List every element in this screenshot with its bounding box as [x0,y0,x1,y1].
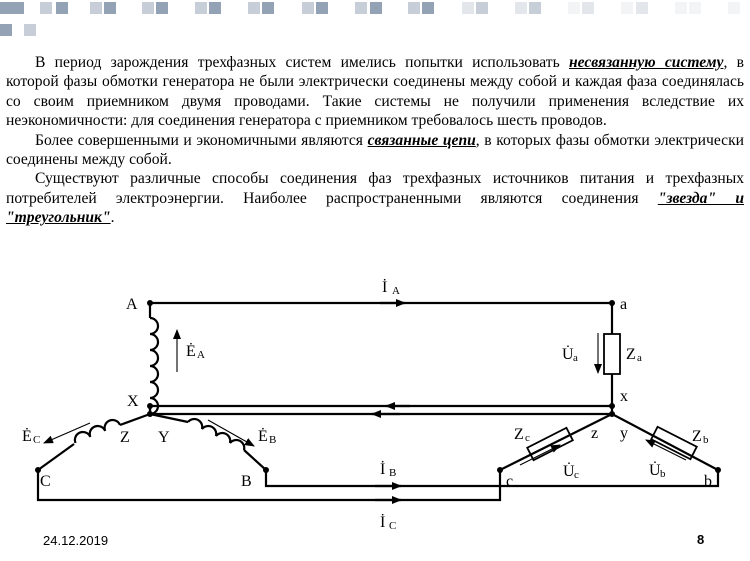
deco-square [582,2,594,14]
emf-sub: C [33,434,41,446]
paragraph-text: , в которой фазы обмотки генератора не были электрически соединены между собой и каждая фаза соединялась со своим приемником двумя проводами. Такие системы не получили применения вследствие их неэкономичности: для соединения генератора с приемником требовалось шесть проводов. [6,54,744,130]
node-label-y: y [620,425,628,442]
node-dot [497,467,503,473]
node-label-b: b [704,473,712,490]
deco-square [636,2,648,14]
node-label-Z: Z [120,429,130,446]
current-label-IB: İ [380,461,386,478]
node-label-Y: Y [158,429,170,446]
deco-square [302,2,314,14]
current-label-IA: İ [382,279,388,296]
voltage-sub: c [574,469,579,481]
emf-label-EC: Ė [22,428,32,445]
deco-square [156,2,168,14]
voltage-label-Ub: U̇ [649,462,661,479]
deco-square [370,2,382,14]
deco-square [0,2,12,14]
node-label-X: X [127,393,139,410]
emf-sub: A [197,349,205,361]
page-number: 8 [697,532,705,547]
deco-square [568,2,580,14]
deco-square [56,2,68,14]
deco-square [12,2,24,14]
deco-square [422,2,434,14]
title-decoration [0,0,750,40]
node-dot [609,411,615,417]
term-highlight: связанные цепи [367,131,476,149]
paragraph-text: . [110,209,115,227]
deco-square [142,2,154,14]
coil-phase-b [188,419,244,450]
deco-square [209,2,221,14]
coil-phase-c [72,418,120,443]
impedance-label-Za: Z [626,346,636,363]
wire [38,444,74,470]
node-label-A: A [126,296,138,313]
deco-square [476,2,488,14]
node-label-C: C [40,473,51,490]
deco-square [408,2,420,14]
paragraph-text: Более совершенными и экономичными являются [35,131,368,149]
node-dot [715,467,721,473]
emf-label-EB: Ė [258,428,268,445]
wire [120,414,150,425]
deco-square [24,24,36,36]
paragraph [6,53,744,131]
current-sub: B [389,467,397,479]
impedance-sub: c [525,432,530,444]
voltage-label-Uc: U̇ [563,463,575,480]
term-highlight: "звезда" и "треугольник" [6,189,744,227]
current-sub: C [389,520,397,532]
deco-square [515,2,527,14]
node-label-B: B [241,473,252,490]
voltage-label-Ua: U̇ [562,346,574,363]
node-label-x: x [620,388,628,405]
node-dot [147,411,153,417]
wire [150,414,188,422]
paragraph-text: В период зарождения трехфазных систем имелись попытки использовать [35,54,569,71]
coil-phase-a [150,318,158,414]
footer-date: 24.12.2019 [43,533,109,548]
three-phase-circuit-diagram [0,258,750,540]
deco-square [675,2,687,14]
deco-square [621,2,633,14]
deco-square [0,24,12,36]
emf-label-EA: Ė [186,343,196,360]
deco-square [462,2,474,14]
deco-square [728,2,740,14]
body-text [6,53,744,228]
node-label-a: a [620,296,628,313]
node-dot [263,467,269,473]
deco-square [355,2,367,14]
current-label-IC: İ [380,514,386,531]
impedance-label-Zb: Z [692,428,702,445]
impedance-sub: b [703,434,709,446]
deco-square [248,2,260,14]
emf-sub: B [269,434,277,446]
node-dot [609,300,615,306]
node-label-z: z [591,425,599,442]
deco-square [689,2,701,14]
impedance-za [604,334,620,374]
deco-square [316,2,328,14]
term-highlight: несвязанную систему [569,54,724,71]
deco-square [262,2,274,14]
current-sub: A [392,285,400,297]
impedance-sub: a [637,352,642,364]
deco-square [40,2,52,14]
node-dot [147,300,153,306]
node-dot [147,403,153,409]
node-dot [609,403,615,409]
deco-square [104,2,116,14]
deco-square [195,2,207,14]
paragraph [6,131,744,170]
deco-square [529,2,541,14]
wire [386,470,718,486]
node-label-c: c [506,473,514,490]
paragraph-text: Существуют различные способы соединения фаз трехфазных источников питания и трехфазных потребителей электроэнергии. Наиболее распространенными являются соединения [6,170,744,207]
paragraph-text: , в которых фазы обмотки электрически соединены между собой. [6,131,744,169]
voltage-sub: a [573,352,578,364]
paragraph [6,169,744,227]
voltage-sub: b [660,468,666,480]
deco-square [90,2,102,14]
voltage-c-arrow [520,445,560,465]
impedance-label-Zc: Z [514,426,524,443]
